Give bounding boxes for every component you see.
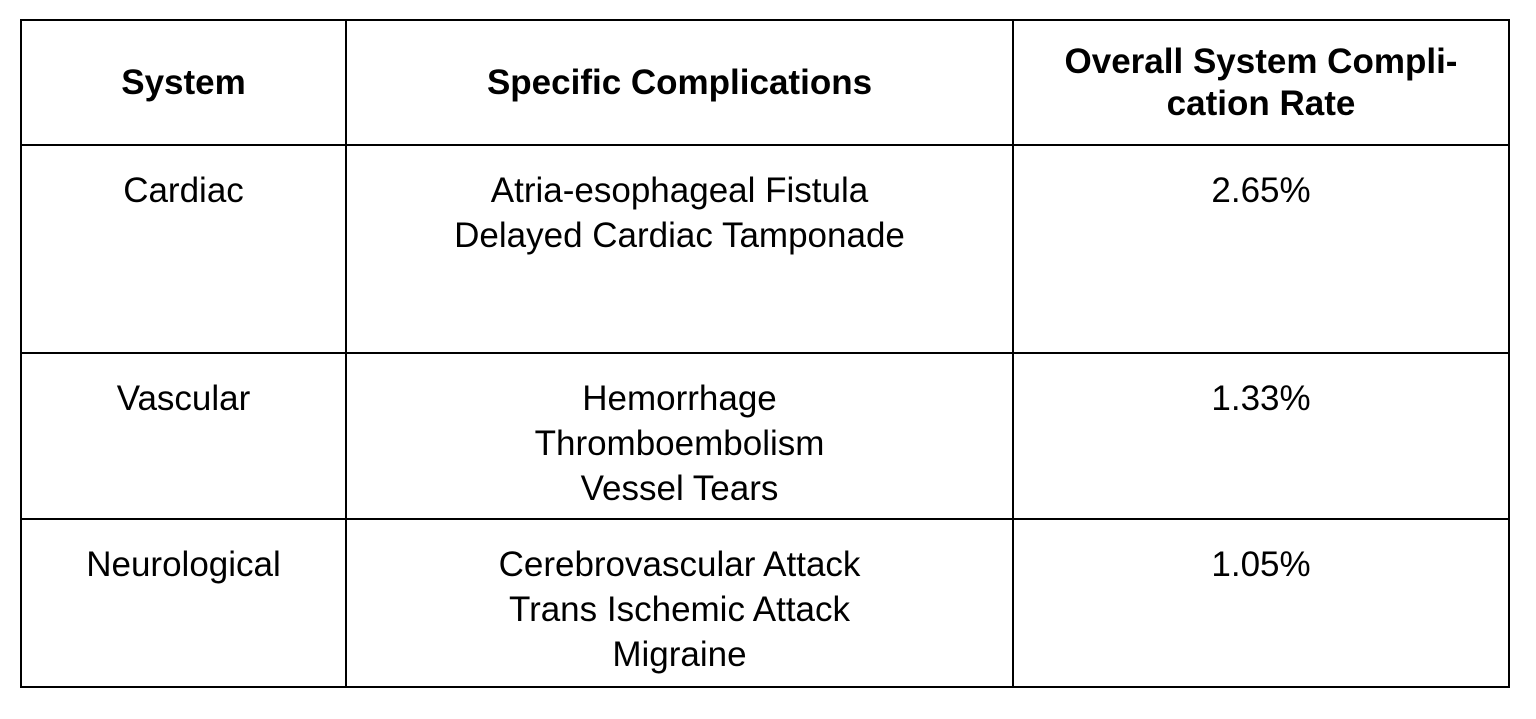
header-rate-label-line2: cation Rate bbox=[1166, 83, 1356, 123]
cell-rate bbox=[1013, 519, 1509, 687]
cell-complications bbox=[346, 353, 1013, 519]
complication-item: Vessel Tears bbox=[580, 469, 779, 508]
system-name: Neurological bbox=[86, 545, 281, 584]
complication-rate: 1.33% bbox=[1211, 379, 1311, 418]
cell-rate bbox=[1013, 145, 1509, 353]
complication-item: Thromboembolism bbox=[534, 424, 825, 463]
complication-item: Trans Ischemic Attack bbox=[508, 590, 851, 629]
header-rate-label-line1: Overall System Compli- bbox=[1064, 41, 1458, 81]
cell-complications bbox=[346, 145, 1013, 353]
complications-table bbox=[20, 19, 1510, 688]
table-row bbox=[21, 145, 1509, 353]
complication-item: Atria-esophageal Fistula bbox=[490, 171, 869, 210]
complication-item: Hemorrhage bbox=[582, 379, 777, 418]
header-system bbox=[21, 20, 346, 145]
complications-table-container bbox=[20, 19, 1508, 686]
header-overall-rate bbox=[1013, 20, 1509, 145]
cell-complications bbox=[346, 519, 1013, 687]
cell-system bbox=[21, 519, 346, 687]
table-row bbox=[21, 353, 1509, 519]
complication-item: Cerebrovascular Attack bbox=[498, 545, 861, 584]
system-name: Cardiac bbox=[123, 171, 244, 210]
header-specific-complications bbox=[346, 20, 1013, 145]
complication-item: Delayed Cardiac Tamponade bbox=[454, 216, 905, 255]
complication-rate: 2.65% bbox=[1211, 171, 1311, 210]
cell-system bbox=[21, 145, 346, 353]
table-header-row bbox=[21, 20, 1509, 145]
cell-rate bbox=[1013, 353, 1509, 519]
cell-system bbox=[21, 353, 346, 519]
header-system-label: System bbox=[121, 62, 246, 102]
complication-item: Migraine bbox=[612, 635, 747, 674]
complication-rate: 1.05% bbox=[1211, 545, 1311, 584]
header-complications-label: Specific Complications bbox=[486, 62, 873, 102]
system-name: Vascular bbox=[116, 379, 251, 418]
table-row bbox=[21, 519, 1509, 687]
